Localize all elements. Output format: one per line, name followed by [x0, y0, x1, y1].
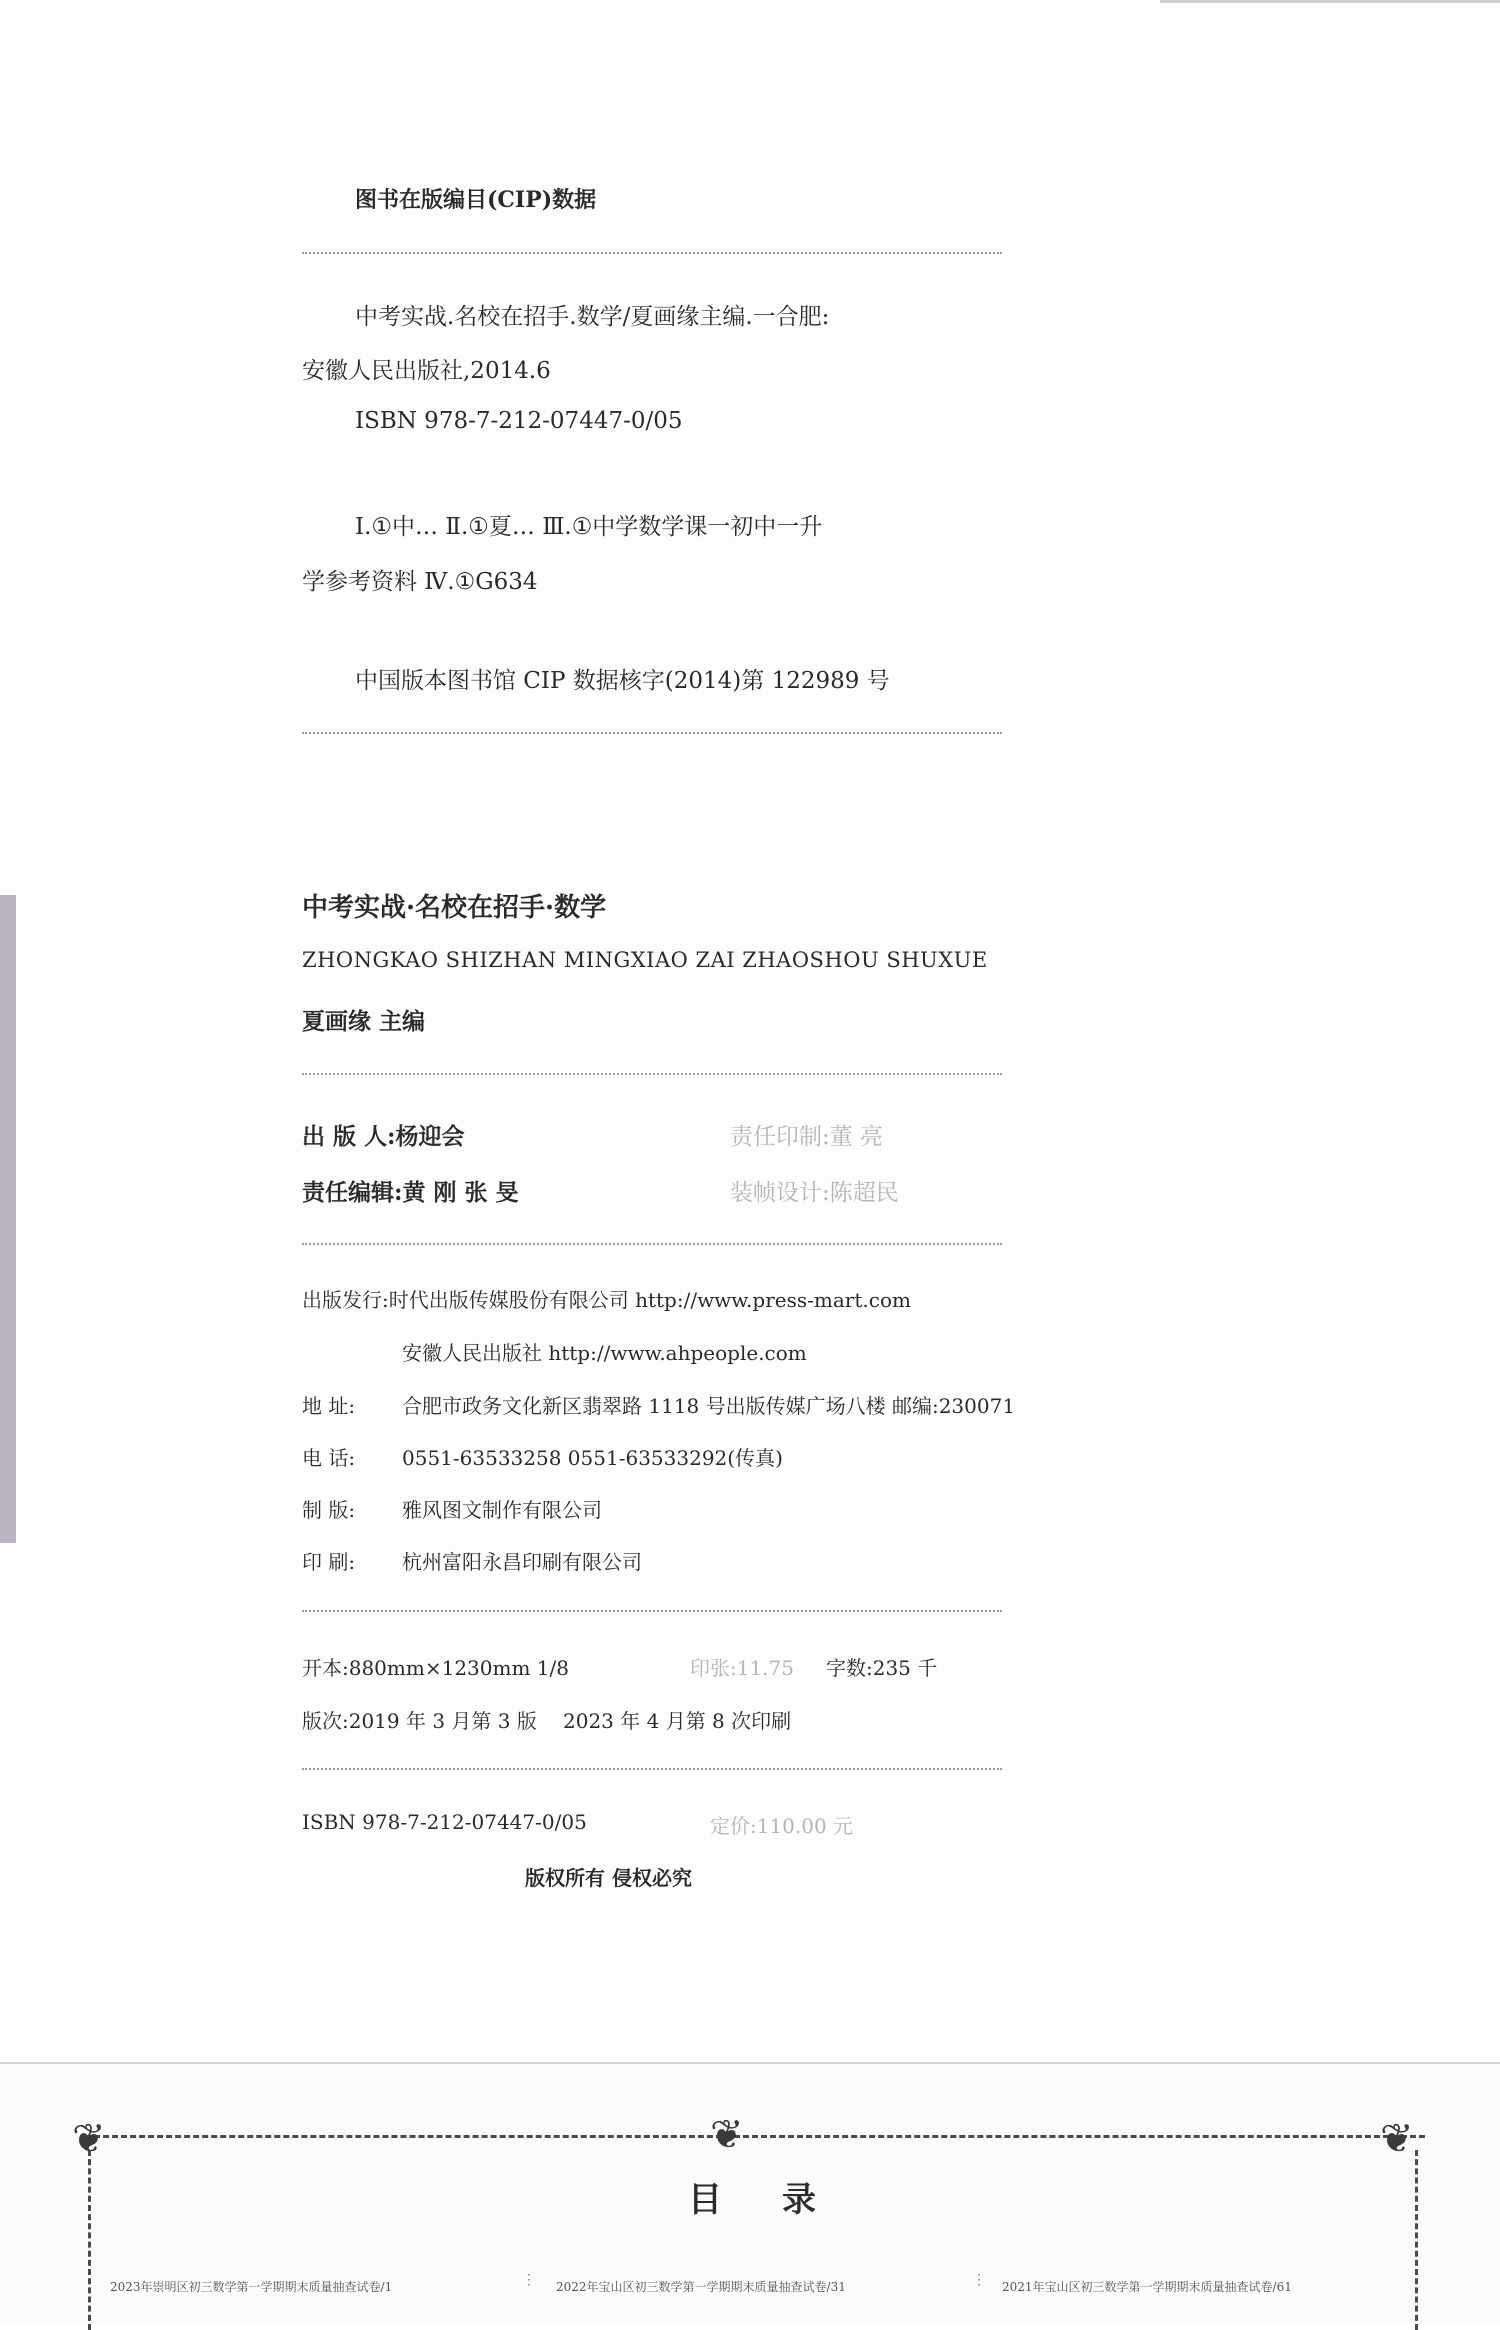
address-label: 地 址:	[302, 1394, 356, 1418]
toc-item[interactable]: 2023年崇明区初三数学第一学期期末质量抽查试卷/1	[110, 2280, 393, 2294]
toc-item[interactable]: 2021年宝山区初三数学第一学期期末质量抽查试卷/61	[1002, 2280, 1292, 2294]
publisher-person: 出 版 人:杨迎会	[302, 1123, 465, 1150]
cip-class-line-2: 学参考资料 Ⅳ.①G634	[302, 569, 538, 595]
cip-line-2: 安徽人民出版社,2014.6	[302, 358, 551, 384]
sheets: 印张:11.75	[690, 1656, 794, 1680]
address: 合肥市政务文化新区翡翠路 1118 号出版传媒广场八楼 邮编:230071	[402, 1394, 1016, 1418]
ornamental-border	[1415, 2150, 1418, 2330]
phone-label: 电 话:	[302, 1446, 356, 1470]
flower-ornament-icon: ❦	[710, 2112, 744, 2158]
cip-line-1: 中考实战.名校在招手.数学/夏画缘主编.一合肥:	[355, 304, 830, 330]
cip-isbn: ISBN 978-7-212-07447-0/05	[355, 408, 683, 434]
cip-class-line-1: Ⅰ.①中… Ⅱ.①夏… Ⅲ.①中学数学课一初中一升	[355, 514, 823, 540]
word-count: 字数:235 千	[826, 1656, 938, 1680]
price: 定价:110.00 元	[710, 1814, 854, 1838]
book-title: 中考实战·名校在招手·数学	[302, 893, 607, 923]
format: 开本:880mm×1230mm 1/8	[302, 1656, 569, 1680]
printer-label: 印 刷:	[302, 1550, 356, 1574]
toc-title: 目录	[688, 2180, 876, 2220]
divider	[302, 252, 1002, 254]
divider	[302, 1073, 1002, 1075]
rights-notice: 版权所有 侵权必究	[525, 1866, 692, 1890]
flower-ornament-icon: ❦	[72, 2116, 106, 2162]
typeset: 雅风图文制作有限公司	[402, 1498, 602, 1522]
isbn-price-line: ISBN 978-7-212-07447-0/05	[302, 1810, 587, 1834]
printer: 杭州富阳永昌印刷有限公司	[402, 1550, 642, 1574]
divider	[302, 1243, 1002, 1245]
book-pinyin: ZHONGKAO SHIZHAN MINGXIAO ZAI ZHAOSHOU SHUXUE	[302, 948, 988, 972]
toc-item[interactable]: 2022年宝山区初三数学第一学期期末质量抽查试卷/31	[556, 2280, 846, 2294]
edition: 版次:2019 年 3 月第 3 版	[302, 1709, 537, 1733]
typeset-label: 制 版:	[302, 1498, 356, 1522]
phone: 0551-63533258 0551-63533292(传真)	[402, 1446, 783, 1470]
toc-separator: ⋮	[972, 2272, 986, 2288]
cip-heading: 图书在版编目(CIP)数据	[355, 187, 597, 213]
binding-strip	[0, 895, 16, 1543]
divider	[302, 1768, 1002, 1770]
cip-number: 中国版本图书馆 CIP 数据核字(2014)第 122989 号	[355, 668, 890, 694]
chief-editor: 责任编辑:黄 刚 张 旻	[302, 1179, 519, 1206]
flower-ornament-icon: ❦	[1380, 2116, 1414, 2162]
print-manager: 责任印制:董 亮	[730, 1124, 884, 1150]
toc-separator: ⋮	[522, 2272, 536, 2288]
page-edge-line	[1160, 0, 1500, 3]
press: 安徽人民出版社 http://www.ahpeople.com	[402, 1341, 807, 1365]
printing: 2023 年 4 月第 8 次印刷	[563, 1709, 792, 1733]
divider	[302, 732, 1002, 734]
ornamental-border	[88, 2150, 91, 2330]
ornamental-border	[85, 2135, 1425, 2328]
divider	[302, 1610, 1002, 1612]
book-editor: 夏画缘 主编	[302, 1008, 426, 1035]
issuer: 出版发行:时代出版传媒股份有限公司 http://www.press-mart.com	[302, 1288, 911, 1312]
designer: 装帧设计:陈超民	[730, 1180, 899, 1206]
